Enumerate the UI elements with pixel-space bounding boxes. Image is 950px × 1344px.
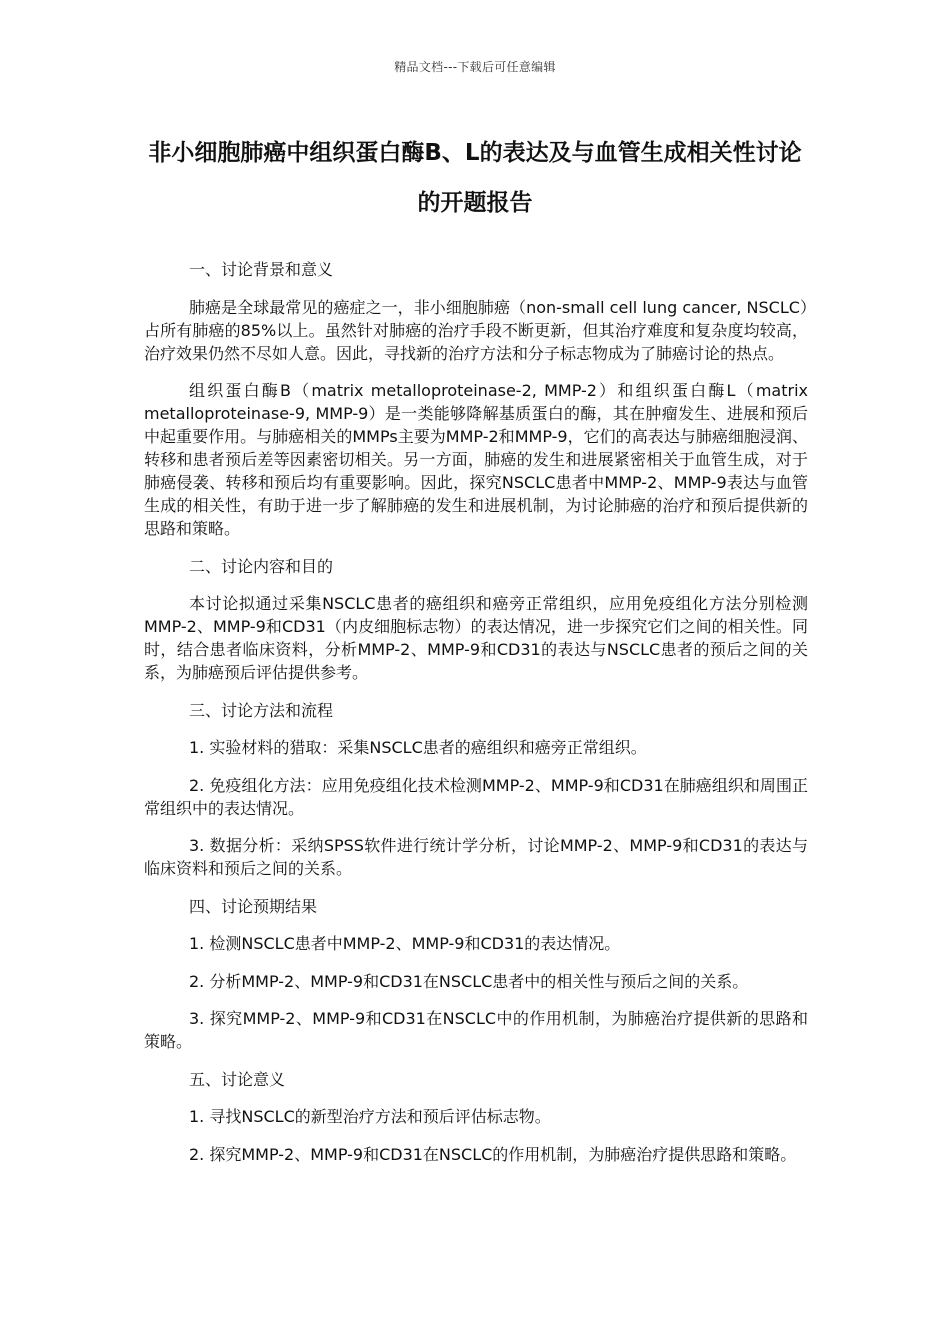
methods-item-3: 3. 数据分析：采纳SPSS软件进行统计学分析，讨论MMP-2、MMP-9和CD31的表达与临床资料和预后之间的关系。 — [144, 836, 808, 878]
document-body — [144, 258, 808, 1180]
results-item-2: 2. 分析MMP-2、MMP-9和CD31在NSCLC患者中的相关性与预后之间的关系。 — [189, 971, 749, 991]
significance-item-1: 1. 寻找NSCLC的新型治疗方法和预后评估标志物。 — [189, 1107, 551, 1126]
section-heading-background: 一、讨论背景和意义 — [189, 260, 334, 279]
document-title: 非小细胞肺癌中组织蛋白酶B、L的表达及与血管生成相关性讨论的开题报告 — [148, 140, 802, 216]
section-heading-methods: 三、讨论方法和流程 — [189, 700, 334, 720]
header-note: 精品文档---下载后可任意编辑 — [394, 60, 556, 74]
results-item-1: 1. 检测NSCLC患者中MMP-2、MMP-9和CD31的表达情况。 — [189, 934, 621, 953]
paragraph-background-1: 肺癌是全球最常见的癌症之一，非小细胞肺癌（non-small cell lung cancer, NSCLC）占所有肺癌的85%以上。虽然针对肺癌的治疗手段不断更新，但其治疗难度和复杂度均较高，治疗效果仍然不尽如人意。因此，寻找新的治疗方法和分子标志物成为了肺癌讨论的热点。 — [144, 297, 808, 363]
methods-item-2: 2. 免疫组化方法：应用免疫组化技术检测MMP-2、MMP-9和CD31在肺癌组织和周围正常组织中的表达情况。 — [144, 775, 808, 818]
section-heading-significance: 五、讨论意义 — [189, 1069, 286, 1089]
significance-item-2: 2. 探究MMP-2、MMP-9和CD31在NSCLC的作用机制，为肺癌治疗提供思路和策略。 — [189, 1144, 797, 1164]
section-heading-expected-results: 四、讨论预期结果 — [189, 896, 318, 916]
methods-item-1: 1. 实验材料的猎取：采集NSCLC患者的癌组织和癌旁正常组织。 — [189, 738, 647, 757]
paragraph-content-1: 本讨论拟通过采集NSCLC患者的癌组织和癌旁正常组织，应用免疫组化方法分别检测MMP-2、MMP-9和CD31（内皮细胞标志物）的表达情况，进一步探究它们之间的相关性。同时，结合患者临床资料，分析MMP-2、MMP-9和CD31的表达与NSCLC患者的预后之间的关系，为肺癌预后评估提供参考。 — [144, 594, 808, 682]
paragraph-background-2: 组织蛋白酶B（matrix metalloproteinase-2, MMP-2）和组织蛋白酶L（matrix metalloproteinase-9, MMP-9）是一类能够降解基质蛋白的酶，其在肿瘤发生、进展和预后中起重要作用。与肺癌相关的MMPs主要为MMP-2和MMP-9，它们的高表达与肺癌细胞浸润、转移和患者预后差等因素密切相关。另一方面，肺癌的发生和进展紧密相关于血管生成，对于肺癌侵袭、转移和预后均有重要影响。因此，探究NSCLC患者中MMP-2、MMP-9表达与血管生成的相关性，有助于进一步了解肺癌的发生和进展机制，为讨论肺癌的治疗和预后提供新的思路和策略。 — [144, 381, 808, 538]
results-item-3: 3. 探究MMP-2、MMP-9和CD31在NSCLC中的作用机制，为肺癌治疗提供新的思路和策略。 — [144, 1009, 808, 1051]
section-heading-content: 二、讨论内容和目的 — [189, 556, 334, 576]
